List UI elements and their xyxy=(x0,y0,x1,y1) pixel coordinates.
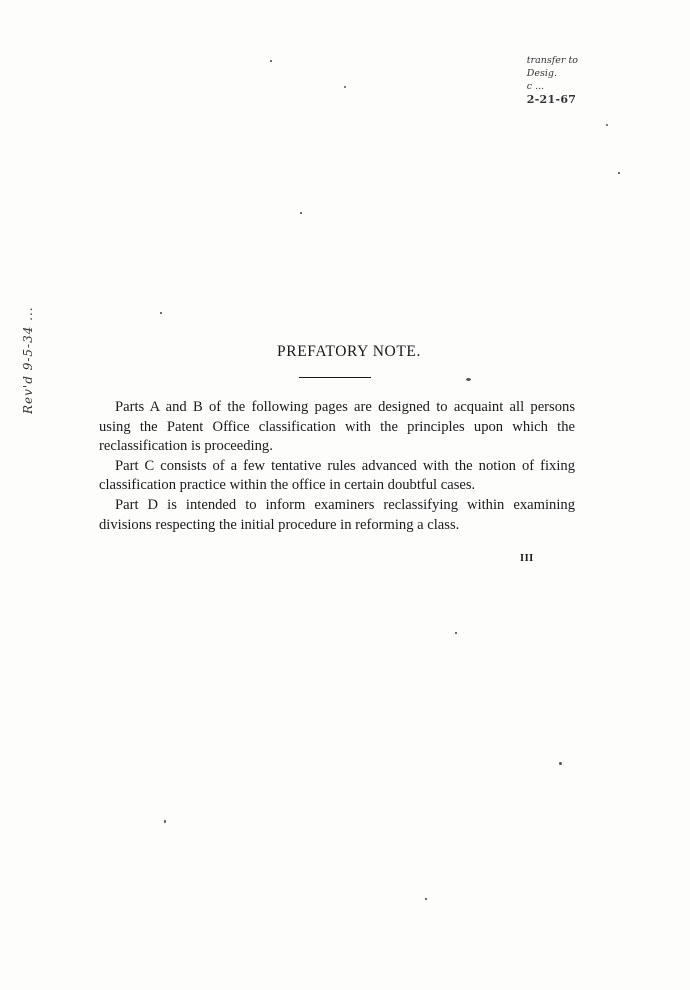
scan-speck xyxy=(618,172,620,174)
scan-speck xyxy=(160,312,162,314)
page-title: PREFATORY NOTE. xyxy=(277,343,421,360)
handwritten-note-line: c ... xyxy=(526,81,545,92)
scan-speck xyxy=(164,820,166,823)
scan-speck xyxy=(300,212,302,214)
handwritten-note-top xyxy=(527,54,578,106)
handwritten-date: 2-21-67 xyxy=(526,93,577,106)
paragraph: Part C consists of a few tentative rules advanced with the notion of fixing classification practice within the office in certain doubtful cases. xyxy=(99,457,575,494)
scan-speck xyxy=(270,60,272,62)
handwritten-note-line: Desig. xyxy=(526,68,557,79)
page-number: III xyxy=(520,553,534,564)
paragraph: Parts A and B of the following pages are designed to acquaint all persons using the Patent Office classification with the principles upon which the reclassification is proceeding. xyxy=(99,399,575,455)
paragraph: Part D is intended to inform examiners reclassifying within examining divisions respecting the initial procedure in reforming a class. xyxy=(99,496,575,533)
body-text xyxy=(99,398,575,535)
handwritten-margin-note: Rev'd 9-5-34 ... xyxy=(21,306,35,414)
scan-speck xyxy=(455,632,457,634)
scan-speck xyxy=(344,86,346,88)
scan-speck xyxy=(559,762,562,765)
scan-speck xyxy=(425,898,427,900)
handwritten-note-line: transfer to xyxy=(526,55,578,66)
scan-speck xyxy=(606,124,608,126)
scan-speck xyxy=(466,378,471,381)
title-divider xyxy=(299,377,371,378)
